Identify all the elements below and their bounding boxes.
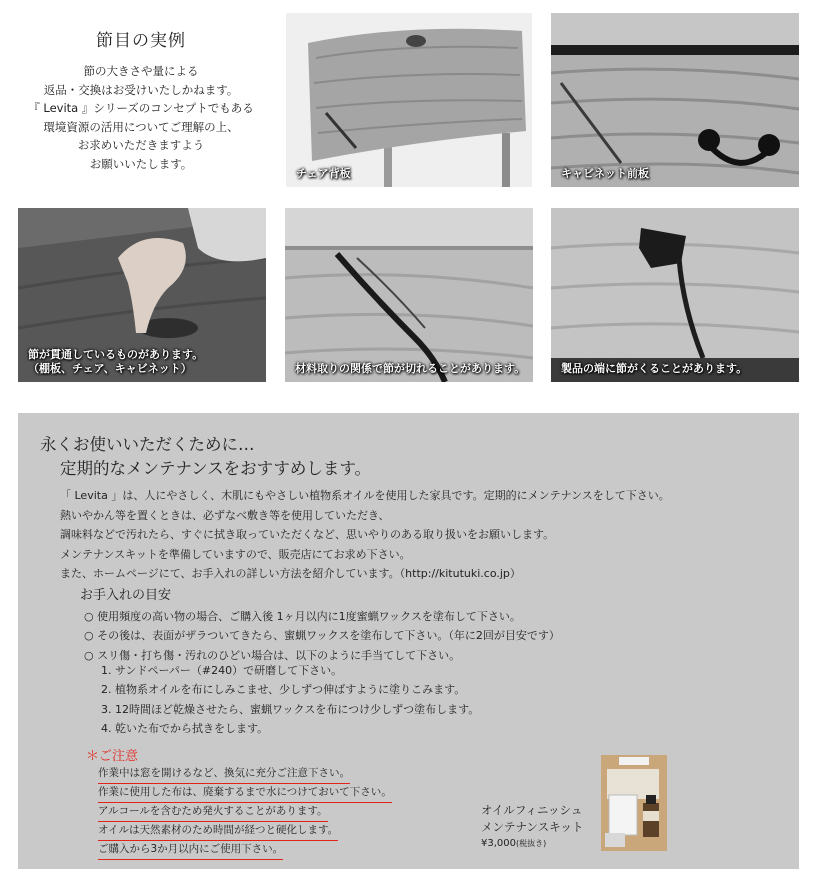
chair-back-image bbox=[286, 13, 532, 187]
maintenance-paragraph bbox=[60, 486, 670, 584]
paragraph-line: 「 Levita 」は、人にやさしく、木肌にもやさしい植物系オイルを使用した家具です。定期的にメンテナンスをして下さい。 bbox=[60, 489, 670, 502]
caution-line: アルコールを含むため発火することがあります。 bbox=[98, 803, 328, 822]
photo-chair-back bbox=[286, 13, 532, 187]
photo-caption: チェア背板 bbox=[296, 167, 351, 180]
intro-line: お願いいたします。 bbox=[89, 156, 193, 171]
cut-knot-image bbox=[285, 208, 533, 382]
kit-box-icon bbox=[599, 751, 670, 854]
caution-list bbox=[98, 765, 392, 860]
intro-line: お求めいただきますよう bbox=[77, 138, 205, 152]
caution-line: ご購入から3か月以内にご使用下さい。 bbox=[98, 841, 283, 860]
intro-line: 環境資源の活用についてご理解の上、 bbox=[43, 119, 239, 134]
caution-line: 作業に使用した布は、廃棄するまで水につけておいて下さい。 bbox=[98, 784, 392, 803]
guide-bullet: ○ 使用頻度の高い物の場合、ご購入後 1ヶ月以内に1度蜜蝋ワックスを塗布して下さい。 bbox=[84, 610, 521, 623]
guide-step: 2. 植物系オイルを布にしみこませ、少しずつ伸ばすように塗りこみます。 bbox=[101, 683, 466, 697]
photo-caption: 材料取りの関係で節が切れることがあります。 bbox=[295, 362, 526, 375]
paragraph-line: また、ホームページにて、お手入れの詳しい方法を紹介しています。（http://kitutuki.co.jp） bbox=[60, 567, 521, 581]
guide-step: 1. サンドペーパー（#240）で研磨して下さい。 bbox=[101, 664, 343, 677]
guide-title: お手入れの目安 bbox=[80, 588, 172, 603]
guide-bullet: ○ スリ傷・打ち傷・汚れのひどい場合は、以下のように手当てして下さい。 bbox=[84, 648, 461, 662]
kit-price-note: (税抜き) bbox=[516, 839, 547, 848]
caption-line: 節が貫通しているものがあります。 bbox=[28, 348, 204, 361]
caption-line: （棚板、チェア、キャビネット） bbox=[28, 362, 192, 375]
guide-bullet: ○ その後は、表面がザラついてきたら、蜜蝋ワックスを塗布して下さい。（年に2回が目安です） bbox=[84, 629, 560, 643]
edge-knot-image bbox=[551, 208, 799, 382]
photo-caption bbox=[28, 348, 203, 376]
paragraph-line: 調味料などで汚れたら、すぐに拭き取っていただくなど、思いやりのある取り扱いをお願いします。 bbox=[60, 528, 555, 542]
intro-line: 『 Levita 』シリーズのコンセプトでもある bbox=[28, 101, 254, 115]
maintenance-kit-image bbox=[599, 751, 670, 854]
kit-price-value: ¥3,000 bbox=[481, 838, 516, 849]
intro-line: 返品・交換はお受けいたしかねます。 bbox=[43, 82, 239, 97]
guide-step: 3. 12時間ほど乾燥させたら、蜜蝋ワックスを布につけ少しずつ塗布します。 bbox=[101, 702, 480, 716]
cabinet-front-image bbox=[551, 13, 799, 187]
caution-line: オイルは天然素材のため時間が経つと硬化します。 bbox=[98, 822, 338, 841]
photo-cabinet-front bbox=[551, 13, 799, 187]
photo-cut-knot bbox=[285, 208, 533, 382]
photo-through-knot bbox=[18, 208, 266, 382]
guide-steps bbox=[101, 661, 479, 739]
paragraph-line: メンテナンスキットを準備していますので、販売店にてお求め下さい。 bbox=[60, 547, 411, 561]
kit-name-line: メンテナンスキット bbox=[481, 820, 584, 834]
intro-line: 節の大きさや量による bbox=[83, 64, 199, 78]
kit-name bbox=[481, 802, 583, 836]
caution-line: 作業中は窓を開けるなど、換気に充分ご注意下さい。 bbox=[98, 765, 350, 784]
intro-text bbox=[18, 62, 264, 173]
photo-caption: キャビネット前板 bbox=[561, 167, 649, 180]
paragraph-line: 熱いやかん等を置くときは、必ずなべ敷き等を使用していただき、 bbox=[60, 508, 390, 522]
photo-edge-knot bbox=[551, 208, 799, 382]
guide-step: 4. 乾いた布でから拭きをします。 bbox=[101, 722, 269, 736]
kit-name-line: オイルフィニッシュ bbox=[481, 803, 583, 817]
maintenance-heading: 永くお使いいただくために… bbox=[40, 435, 255, 454]
kit-price bbox=[481, 838, 546, 849]
maintenance-subheading: 定期的なメンテナンスをおすすめします。 bbox=[60, 459, 372, 478]
page-title: 節目の実例 bbox=[96, 31, 186, 51]
caution-title: ＊ご注意 bbox=[86, 749, 139, 764]
photo-caption: 製品の端に節がくることがあります。 bbox=[561, 362, 748, 375]
guide-bullets bbox=[84, 607, 560, 665]
